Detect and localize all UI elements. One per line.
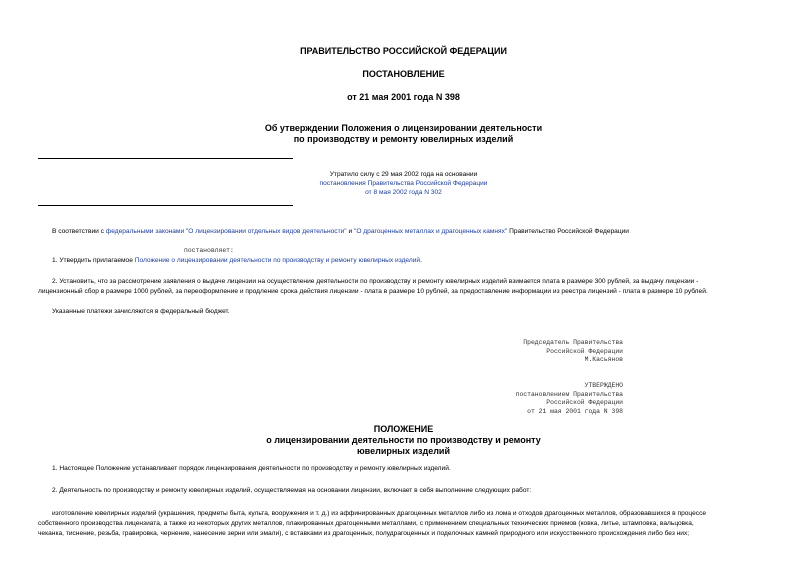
regulation-subtitle-2: ювелирных изделий — [357, 446, 450, 456]
precious-metals-law-link[interactable]: "О драгоценных металлах и драгоценных камнях" — [354, 228, 508, 235]
divider-bottom — [38, 205, 293, 206]
regulation-p3-line3: чеканка, тиснение, резьба, гравировка, чернение, нанесение зерни или эмали), с вставками из драгоценных, полудрагоценных и поделочных камней природного или искусственного происхождения либо без них; — [38, 530, 690, 537]
regulation-subtitle-1: о лицензировании деятельности по производству и ремонту — [266, 435, 541, 445]
signature-line2: Российской Федерации — [546, 347, 623, 355]
regulation-p3-line2: собственного производства лицензиата, а также из некоторых других металлов, плакированных драгоценными металлами, с применением специальных технических приемов (ковка, литье, штамповка, вальцовка, — [38, 520, 694, 527]
item-2-line2: лицензионный сбор в размере 1000 рублей, за переоформление и продление срока действия лицензии - плата в размере 10 рублей, за предоставление информации из реестра лицензий - плата в размере 10 рублей. — [38, 288, 708, 295]
status-note-link-2[interactable]: от 8 мая 2002 года N 302 — [365, 189, 442, 196]
divider-top — [38, 158, 293, 159]
doc-type-heading: ПОСТАНОВЛЕНИЕ — [362, 69, 445, 79]
item-1-prefix: 1. Утвердить прилагаемое — [52, 257, 135, 264]
approval-line1: УТВЕРЖДЕНО — [584, 382, 623, 389]
signature-line3: М.Касьянов — [584, 356, 623, 363]
item-1 — [52, 256, 792, 266]
item-1-suffix: . — [420, 257, 422, 264]
preamble-middle: и — [346, 228, 354, 235]
approval-line2: постановлением Правительства — [515, 390, 623, 398]
government-heading: ПРАВИТЕЛЬСТВО РОССИЙСКОЙ ФЕДЕРАЦИИ — [300, 46, 507, 56]
regulation-p1: 1. Настоящее Положение устанавливает порядок лицензирования деятельности по производству и ремонту ювелирных изделий. — [52, 465, 451, 472]
preamble-suffix: Правительство Российской Федерации — [507, 228, 629, 235]
signature-block — [523, 339, 623, 365]
decree-word: постановляет: — [184, 247, 234, 254]
status-note-text: Утратило силу с 29 мая 2002 года на основании — [329, 171, 478, 178]
budget-note: Указанные платежи зачисляются в федеральный бюджет. — [52, 308, 230, 315]
status-note-link-1[interactable]: постановления Правительства Российской Федерации — [319, 180, 488, 187]
regulation-p3-line1: изготовление ювелирных изделий (украшения, предметы быта, культа, вооружения и т. д.) из аффинированных драгоценных металлов либо из лома и отходов драгоценных металлов, образовавшихся в процессе — [52, 510, 707, 517]
doc-title-line2: по производству и ремонту ювелирных изделий — [293, 134, 514, 144]
approval-line3: Российской Федерации — [546, 399, 623, 406]
signature-line1: Председатель Правительства — [523, 339, 623, 346]
preamble — [52, 227, 792, 237]
federal-laws-link[interactable]: федеральными законами "О лицензировании отдельных видов деятельности" — [105, 228, 347, 235]
regulation-title: ПОЛОЖЕНИЕ — [373, 424, 434, 434]
doc-date: от 21 мая 2001 года N 398 — [347, 92, 460, 102]
preamble-prefix: В соответствии с — [52, 228, 106, 235]
approval-line4: от 21 мая 2001 года N 398 — [527, 407, 623, 415]
regulation-link[interactable]: Положение о лицензировании деятельности по производству и ремонту ювелирных изделий — [134, 257, 421, 264]
status-note — [0, 170, 807, 197]
item-2-line1: 2. Установить, что за рассмотрение заявления о выдаче лицензии на осуществление деятельности по производству и ремонту ювелирных изделий взимается плата в размере 300 рублей, за выдачу лицензии - — [52, 278, 699, 285]
doc-title-line1: Об утверждении Положения о лицензировании деятельности — [264, 123, 543, 133]
regulation-p2: 2. Деятельность по производству и ремонту ювелирных изделий, осуществляемая на основании лицензии, включает в себя выполнение следующих работ: — [52, 487, 532, 494]
approval-block — [516, 382, 623, 416]
